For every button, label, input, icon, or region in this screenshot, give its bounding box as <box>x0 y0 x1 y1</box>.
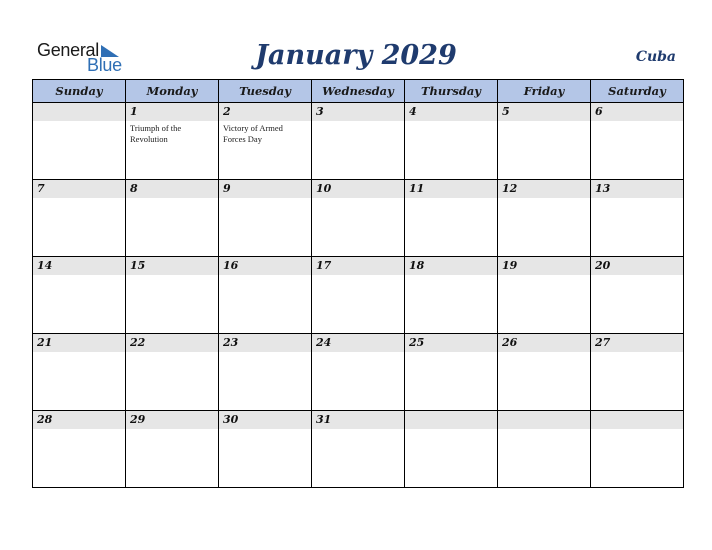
day-cell <box>126 180 219 257</box>
day-cell <box>405 257 498 334</box>
day-number-bar <box>405 257 497 275</box>
holiday-label <box>405 429 489 431</box>
day-number: 11 <box>409 182 425 195</box>
day-number-bar <box>126 180 218 198</box>
day-cell <box>498 103 591 180</box>
day-number-bar <box>591 180 683 198</box>
day-number: 6 <box>595 105 603 118</box>
weekday-header: Sunday <box>33 80 126 103</box>
day-number: 30 <box>223 413 239 426</box>
day-cell <box>591 180 684 257</box>
holiday-label <box>591 275 675 277</box>
holiday-label <box>33 352 117 354</box>
day-number: 15 <box>130 259 146 272</box>
weekday-header-row <box>33 80 684 103</box>
holiday-label <box>126 275 210 277</box>
day-number: 31 <box>316 413 332 426</box>
holiday-label <box>33 429 117 431</box>
day-number-bar <box>591 334 683 352</box>
day-number-bar <box>33 257 125 275</box>
day-cell <box>405 334 498 411</box>
day-cell <box>312 411 405 488</box>
day-number-bar <box>591 257 683 275</box>
day-cell <box>312 103 405 180</box>
day-number-bar <box>126 103 218 121</box>
day-number-bar <box>405 334 497 352</box>
day-cell <box>219 257 312 334</box>
weekday-header: Saturday <box>591 80 684 103</box>
day-number-bar <box>126 411 218 429</box>
day-number: 1 <box>130 105 138 118</box>
day-number: 29 <box>130 413 146 426</box>
day-number: 9 <box>223 182 231 195</box>
day-number-bar <box>405 103 497 121</box>
holiday-label <box>591 198 675 200</box>
day-number: 13 <box>595 182 611 195</box>
day-number: 27 <box>595 336 611 349</box>
holiday-label <box>405 198 489 200</box>
day-cell <box>126 411 219 488</box>
day-number-bar <box>126 334 218 352</box>
day-cell <box>219 180 312 257</box>
holiday-label <box>312 352 396 354</box>
day-number-bar <box>219 103 311 121</box>
day-number-bar <box>312 103 404 121</box>
day-number-bar <box>591 103 683 121</box>
holiday-label <box>33 275 117 277</box>
day-cell <box>498 180 591 257</box>
holiday-label <box>219 429 303 431</box>
weekday-header: Thursday <box>405 80 498 103</box>
day-cell <box>33 334 126 411</box>
day-number-bar <box>312 411 404 429</box>
holiday-label: Victory of Armed Forces Day <box>223 123 283 144</box>
day-number-bar <box>312 257 404 275</box>
holiday-label <box>498 121 582 123</box>
day-cell <box>405 411 498 488</box>
day-cell <box>126 103 219 180</box>
holiday-label <box>405 352 489 354</box>
holiday-label <box>312 429 396 431</box>
day-cell <box>591 103 684 180</box>
day-number-bar <box>312 180 404 198</box>
day-number-bar <box>312 334 404 352</box>
day-cell <box>33 103 126 180</box>
day-cell <box>219 103 312 180</box>
day-cell <box>498 257 591 334</box>
day-number-bar <box>33 180 125 198</box>
day-number-bar <box>33 334 125 352</box>
holiday-label <box>126 198 210 200</box>
day-number: 26 <box>502 336 518 349</box>
day-number: 14 <box>37 259 53 272</box>
holiday-label <box>498 352 582 354</box>
day-number: 8 <box>130 182 138 195</box>
holiday-label <box>498 198 582 200</box>
day-number: 5 <box>502 105 510 118</box>
week-row <box>33 103 684 180</box>
holiday-label <box>591 352 675 354</box>
day-cell <box>33 257 126 334</box>
day-number: 18 <box>409 259 425 272</box>
calendar-title: January 2029 <box>255 40 457 71</box>
day-cell <box>126 257 219 334</box>
day-cell <box>312 257 405 334</box>
day-cell <box>498 411 591 488</box>
holiday-label <box>312 198 396 200</box>
day-cell <box>219 411 312 488</box>
day-cell <box>312 334 405 411</box>
holiday-label <box>591 429 675 431</box>
holiday-label <box>126 429 210 431</box>
day-number-bar <box>219 257 311 275</box>
day-cell <box>591 411 684 488</box>
holiday-label <box>405 275 489 277</box>
day-cell <box>33 411 126 488</box>
country-label: Cuba <box>635 49 676 65</box>
day-number: 16 <box>223 259 239 272</box>
logo-word-blue: Blue <box>87 55 122 75</box>
day-cell <box>591 257 684 334</box>
day-number: 21 <box>37 336 53 349</box>
day-number: 2 <box>223 105 231 118</box>
day-number-bar <box>405 411 497 429</box>
holiday-label <box>312 121 396 123</box>
day-cell <box>33 180 126 257</box>
day-number-bar <box>219 411 311 429</box>
day-number: 10 <box>316 182 332 195</box>
day-number: 28 <box>37 413 53 426</box>
holiday-label <box>219 352 303 354</box>
day-cell <box>498 334 591 411</box>
holiday-label <box>126 352 210 354</box>
day-cell <box>591 334 684 411</box>
day-cell <box>126 334 219 411</box>
day-number: 12 <box>502 182 518 195</box>
day-number-bar <box>498 103 590 121</box>
day-cell <box>312 180 405 257</box>
calendar-grid <box>32 79 684 488</box>
holiday-label: Triumph of the Revolution <box>130 123 182 144</box>
day-cell <box>405 103 498 180</box>
day-cell <box>219 334 312 411</box>
day-number: 3 <box>316 105 324 118</box>
day-number-bar <box>498 334 590 352</box>
day-number-bar <box>498 257 590 275</box>
day-number-bar <box>219 180 311 198</box>
day-number-bar <box>219 334 311 352</box>
weekday-header: Friday <box>498 80 591 103</box>
holiday-label <box>405 121 489 123</box>
holiday-label <box>33 198 117 200</box>
day-number: 20 <box>595 259 611 272</box>
weekday-header: Wednesday <box>312 80 405 103</box>
holiday-label <box>219 198 303 200</box>
day-number-bar <box>33 103 125 121</box>
day-number-bar <box>126 257 218 275</box>
week-row <box>33 334 684 411</box>
holiday-label <box>591 121 675 123</box>
day-number: 17 <box>316 259 332 272</box>
day-number-bar <box>405 180 497 198</box>
day-number: 7 <box>37 182 45 195</box>
day-number: 25 <box>409 336 425 349</box>
logo-word-general: General <box>37 40 99 60</box>
weekday-header: Tuesday <box>219 80 312 103</box>
week-row <box>33 411 684 488</box>
day-number: 4 <box>409 105 417 118</box>
day-number: 23 <box>223 336 239 349</box>
holiday-label <box>498 429 582 431</box>
day-number-bar <box>591 411 683 429</box>
holiday-label <box>219 275 303 277</box>
day-number: 19 <box>502 259 518 272</box>
day-number-bar <box>498 411 590 429</box>
week-row <box>33 257 684 334</box>
holiday-label <box>498 275 582 277</box>
holiday-label <box>312 275 396 277</box>
weekday-header: Monday <box>126 80 219 103</box>
day-number: 22 <box>130 336 146 349</box>
day-number-bar <box>33 411 125 429</box>
holiday-label <box>33 121 117 123</box>
day-number: 24 <box>316 336 332 349</box>
day-number-bar <box>498 180 590 198</box>
day-cell <box>405 180 498 257</box>
week-row <box>33 180 684 257</box>
